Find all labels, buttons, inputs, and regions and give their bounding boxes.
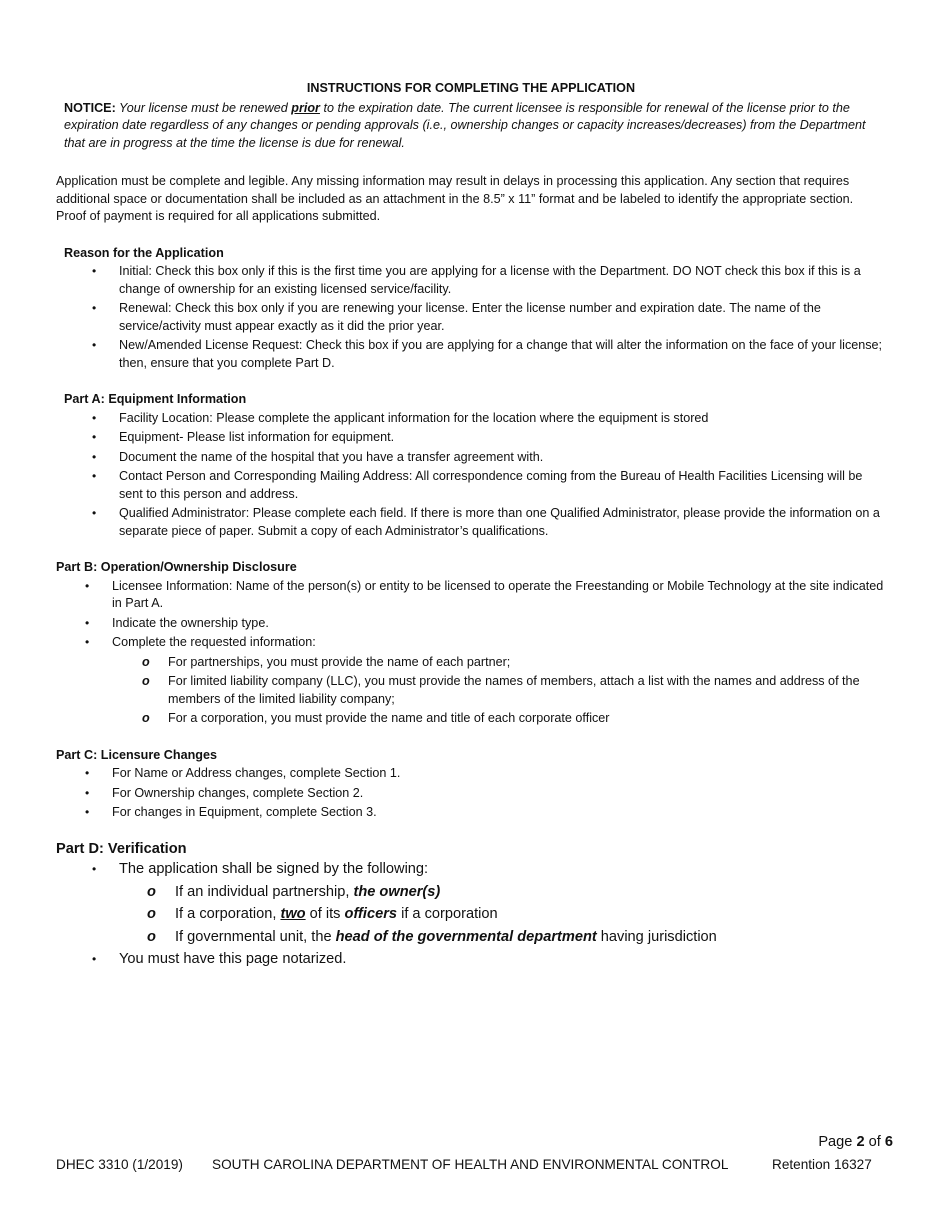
circle-bullet-icon: o — [142, 711, 150, 725]
part-b-sublist — [56, 654, 886, 728]
list-item — [56, 300, 886, 335]
list-item — [56, 949, 886, 970]
list-item — [56, 804, 886, 822]
bullet-icon: • — [85, 578, 90, 593]
list-item-text: Document the name of the hospital that you have a transfer agreement with. — [119, 449, 544, 464]
part-d-list-2 — [56, 949, 886, 970]
bullet-icon: • — [92, 338, 97, 352]
notice-emphasis: prior — [291, 100, 320, 115]
list-item — [56, 785, 886, 803]
bullet-icon: • — [92, 449, 97, 464]
list-item-text: New/Amended License Request: Check this box if you are applying for a change that will alter the information on the face of your license; then, ensure that you complete Part D. — [119, 338, 883, 370]
sub-emphasis: the owner(s) — [353, 883, 441, 900]
notice-text-before: Your license must be renewed — [115, 100, 292, 115]
sub-text: having jurisdiction — [596, 928, 717, 945]
part-a-title: Part A: Equipment Information — [64, 392, 247, 406]
circle-bullet-icon: o — [142, 654, 150, 669]
notice — [64, 100, 886, 153]
list-item-text: Contact Person and Corresponding Mailing Address: All correspondence coming from the Bureau of Health Facilities Licensing will be sent to this person and address. — [119, 469, 863, 501]
list-item-text: Equipment- Please list information for equipment. — [119, 430, 395, 444]
sub-list-item — [56, 927, 886, 948]
sub-list-item — [56, 882, 886, 903]
list-item-text: Indicate the ownership type. — [112, 615, 269, 630]
sub-list-item — [56, 904, 886, 925]
part-c-list — [56, 765, 886, 822]
list-item-text: For Name or Address changes, complete Section 1. — [112, 766, 401, 780]
bullet-icon: • — [92, 952, 97, 966]
list-item-text: For Ownership changes, complete Section 2. — [112, 785, 364, 800]
part-c-title: Part C: Licensure Changes — [56, 747, 217, 762]
notice-text-after: to the expiration date. The current licensee is responsible for renewal of the license prior to the expiration date regardless of any changes or pending approvals (i.e., ownership changes or capacity increases/decreases) from the Department that are in progress at the time the license is due for renewal. — [64, 100, 866, 150]
bullet-icon: • — [92, 301, 97, 315]
list-item — [56, 468, 886, 503]
part-b-list — [56, 578, 886, 652]
list-item-text: Complete the requested information: — [112, 635, 316, 649]
list-item — [56, 765, 886, 783]
part-d-sublist — [56, 882, 886, 948]
list-item-text: Initial: Check this box only if this is the first time you are applying for a license with the Department. DO NOT check this box if this is a change of ownership for an existing licensed service/facility. — [119, 264, 861, 296]
circle-bullet-icon: o — [142, 674, 150, 688]
sub-list-item-text: For partnerships, you must provide the name of each partner; — [168, 654, 511, 669]
sub-text: If governmental unit, the — [175, 928, 336, 945]
bullet-icon: • — [85, 766, 90, 780]
sub-emphasis: two — [280, 906, 306, 922]
circle-bullet-icon: o — [147, 928, 156, 945]
sub-list-item — [56, 654, 886, 672]
sub-list-item-text: For limited liability company (LLC), you must provide the names of members, attach a list with the names and address of the members of the limited liability company; — [168, 674, 860, 706]
page-total: 6 — [884, 1134, 893, 1150]
list-item — [56, 337, 886, 372]
page-title: INSTRUCTIONS FOR COMPLETING THE APPLICATION — [306, 81, 636, 95]
reason-list — [56, 263, 886, 372]
sub-list-item — [56, 673, 886, 708]
instructions-page — [56, 80, 886, 972]
page-of: of — [864, 1134, 885, 1150]
sub-emphasis: officers — [344, 906, 398, 922]
intro-paragraph: Application must be complete and legible. Any missing information may result in delays in processing this application. Any section that requires additional space or documentation shall be included as an attachment in the 8.5” x 11” format and be labeled to identify the appropriate section. Proof of payment is required for all applications submitted. — [56, 174, 854, 223]
list-item-text: The application shall be signed by the following: — [119, 861, 429, 877]
retention-number: Retention 16327 — [772, 1157, 872, 1172]
agency-name: SOUTH CAROLINA DEPARTMENT OF HEALTH AND ENVIRONMENTAL CONTROL — [212, 1157, 729, 1172]
list-item — [56, 410, 886, 428]
bullet-icon: • — [92, 469, 97, 483]
list-item-text: Renewal: Check this box only if you are renewing your license. Enter the license number and expiration date. The name of the service/activity must appear exactly as it did the prior year. — [119, 301, 821, 333]
part-d-title: Part D: Verification — [56, 840, 187, 857]
bullet-icon: • — [92, 862, 97, 876]
part-a-list — [56, 410, 886, 541]
list-item — [56, 449, 886, 467]
list-item — [56, 615, 886, 633]
reason-section-title: Reason for the Application — [64, 245, 224, 260]
list-item — [56, 859, 886, 880]
sub-text: If an individual partnership, — [175, 883, 354, 900]
bullet-icon: • — [85, 805, 90, 819]
sub-emphasis: head of the governmental department — [335, 928, 597, 945]
notice-label: NOTICE: — [64, 100, 116, 115]
list-item — [56, 263, 886, 298]
page-number — [818, 1134, 893, 1152]
page-current: 2 — [856, 1134, 865, 1150]
bullet-icon: • — [92, 410, 97, 425]
bullet-icon: • — [85, 615, 90, 630]
part-b-title: Part B: Operation/Ownership Disclosure — [56, 560, 297, 574]
list-item — [56, 578, 886, 613]
bullet-icon: • — [92, 264, 97, 278]
sub-list-item — [56, 710, 886, 728]
sub-list-item-text: For a corporation, you must provide the name and title of each corporate officer — [168, 711, 610, 725]
list-item-text: For changes in Equipment, complete Section 3. — [112, 805, 377, 819]
list-item-text: You must have this page notarized. — [119, 951, 347, 967]
bullet-icon: • — [92, 430, 97, 444]
list-item-text: Facility Location: Please complete the applicant information for the location where the equipment is stored — [119, 410, 709, 425]
part-d-list — [56, 859, 886, 880]
bullet-icon: • — [85, 635, 90, 649]
list-item — [56, 505, 886, 540]
list-item — [56, 634, 886, 652]
list-item-text: Qualified Administrator: Please complete each field. If there is more than one Qualified Administrator, please provide the information on a separate piece of paper. Submit a copy of each Administrator’s qualifications. — [119, 506, 880, 538]
sub-text: If a corporation, — [175, 906, 281, 922]
bullet-icon: • — [92, 506, 97, 520]
circle-bullet-icon: o — [147, 883, 156, 900]
list-item-text: Licensee Information: Name of the person(s) or entity to be licensed to operate the Freestanding or Mobile Technology at the site indicated in Part A. — [112, 578, 884, 610]
circle-bullet-icon: o — [147, 906, 156, 922]
page-prefix: Page — [818, 1134, 857, 1150]
list-item — [56, 429, 886, 447]
sub-text: if a corporation — [397, 906, 498, 922]
sub-text: of its — [305, 906, 345, 922]
form-id: DHEC 3310 (1/2019) — [56, 1157, 183, 1172]
bullet-icon: • — [85, 785, 90, 800]
